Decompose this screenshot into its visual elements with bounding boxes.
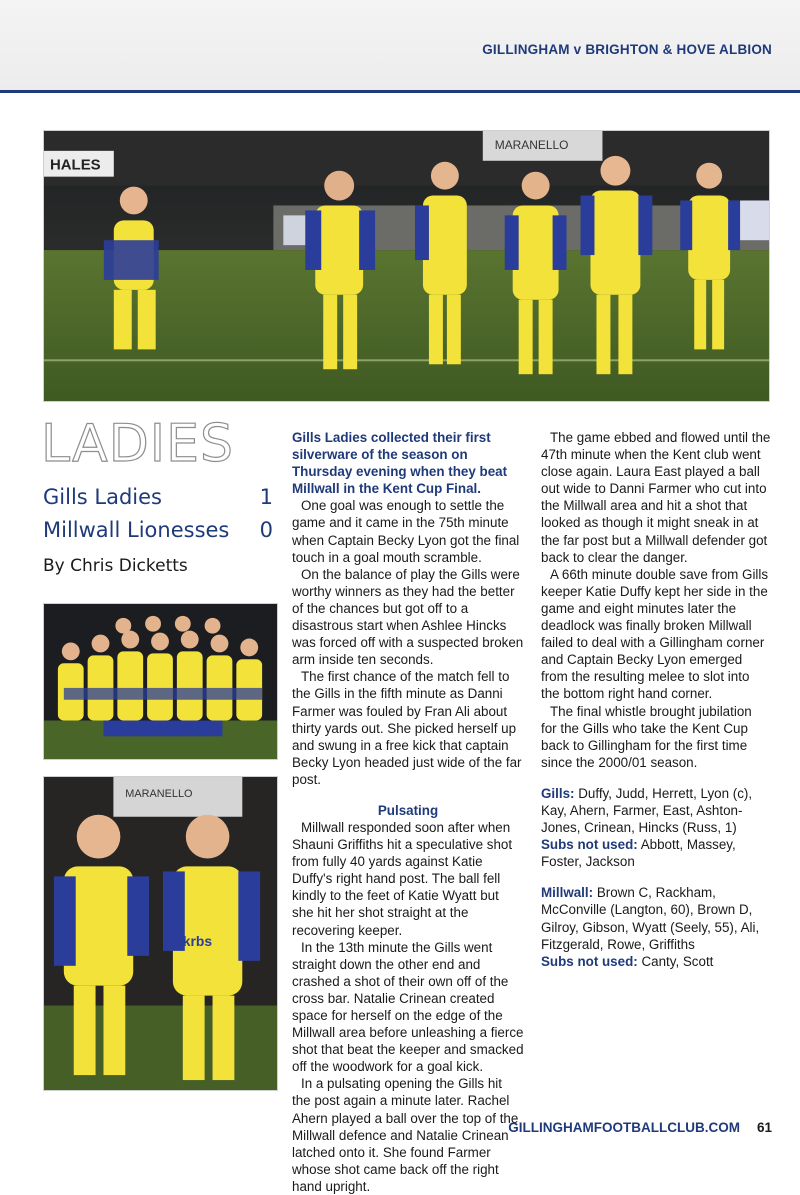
- main-celebration-photo: [43, 130, 770, 402]
- article-byline: By Chris Dicketts: [43, 556, 188, 576]
- article-paragraph: The final whistle brought jubilation for the Gills who take the Kent Cup back to Gillingham for the first time since the 2000/01 season.: [541, 703, 752, 770]
- celebrate-sign-text: MARANELLO: [125, 787, 193, 800]
- article-paragraph: The first chance of the match fell to the Gills in the fifth minute as Danni Farmer was fouled by Fran Ali about thirty yards out. She picked herself up and swung in a free kick that captain Becky Lyon headed just wide of the far post.: [292, 669, 522, 787]
- away-team-name: Millwall Lionesses: [43, 518, 230, 542]
- millwall-subs-players: Canty, Scott: [641, 953, 714, 969]
- score-row-away: [43, 518, 273, 542]
- millwall-label: Millwall:: [541, 885, 594, 901]
- article-paragraph: Millwall responded soon after when Shauni Griffiths hit a speculative shot from fully 40 yards against Katie Duffy's right hand post. The ball fell kindly to the feet of Katie Wyatt but she hit her shot straight at the recovering keeper.: [292, 819, 513, 938]
- gills-label: Gills:: [541, 785, 575, 801]
- header-title: GILLINGHAM v BRIGHTON & HOVE ALBION: [482, 42, 772, 57]
- article-paragraph: One goal was enough to settle the game and it came in the 75th minute when Captain Becky Lyon got the final touch in a goal mouth scramble.: [292, 498, 520, 565]
- celebration-photo: [43, 776, 278, 1091]
- maranello-sign-text: MARANELLO: [494, 137, 569, 152]
- home-team-name: Gills Ladies: [43, 485, 162, 509]
- millwall-subs-label: Subs not used:: [541, 953, 638, 969]
- gills-subs: [541, 836, 771, 870]
- home-team-score: 1: [259, 485, 273, 509]
- article-paragraph: In the 13th minute the Gills went straight down the other end and crashed a shot of their own off of the cross bar. Natalie Crinean created space for herself on the edge of the Millwall area before unleashing a fierce shot that beat the keeper and smacked off the woodwork for a goal kick.: [292, 939, 524, 1075]
- gills-subs-players: Abbott, Massey, Foster, Jackson: [541, 837, 736, 870]
- gills-players: Duffy, Judd, Herrett, Lyon (c), Kay, Ahern, Farmer, East, Ashton-Jones, Crinean, Hincks (Russ, 1): [541, 785, 753, 836]
- page-number: 61: [756, 1120, 772, 1135]
- gills-lineup: [541, 785, 771, 836]
- section-title: LADIES: [41, 414, 234, 474]
- article-column-right: [541, 429, 771, 970]
- shirt-sponsor-text: krbs: [182, 932, 213, 949]
- header-rule: [0, 90, 800, 93]
- hales-banner-text: HALES: [49, 156, 101, 174]
- millwall-players: Brown C, Rackham, McConville (Langton, 60), Brown D, Gilroy, Gibson, Wyatt (Seely, 55), Ali, Fitzgerald, Rowe, Griffiths: [541, 885, 760, 952]
- article-paragraph: A 66th minute double save from Gills keeper Katie Duffy kept her side in the game and eight minutes later the deadlock was finally broken Millwall failed to deal with a Gillingham corner and Captain Becky Lyon emerged from the resulting melee to slot into the bottom right hand corner.: [541, 566, 769, 702]
- away-team-score: 0: [259, 518, 273, 542]
- millwall-subs: [541, 953, 771, 970]
- footer-url: GILLINGHAMFOOTBALLCLUB.COM: [508, 1120, 740, 1135]
- article-paragraph: On the balance of play the Gills were worthy winners as they had the better of the chances but got off to a disastrous start when Ashlee Hincks was forced off with a suspected broken arm inside ten seconds.: [292, 566, 524, 668]
- article-paragraph: In a pulsating opening the Gills hit the post again a minute later. Rachel Ahern played a ball over the top of the Millwall defence and Natalie Crinean latched onto it. She found Farmer whose shot came back off the right hand upright.: [292, 1076, 519, 1194]
- millwall-lineup: [541, 884, 771, 952]
- score-row-home: [43, 485, 273, 509]
- article-paragraph: The game ebbed and flowed until the 47th minute when the Kent club went close again. Laura East played a ball out wide to Danni Farmer who cut into the Millwall area and hit a shot that looked as though it might sneak in at the far post but a Millwall defender got back to clear the danger.: [541, 430, 771, 565]
- team-photo: [43, 603, 278, 760]
- article-lead: Gills Ladies collected their first silverware of the season on Thursday evening when they beat Millwall in the Kent Cup Final.: [292, 430, 508, 497]
- gills-subs-label: Subs not used:: [541, 837, 638, 853]
- article-subheading: Pulsating: [377, 802, 439, 818]
- article-column-middle: [292, 429, 524, 1195]
